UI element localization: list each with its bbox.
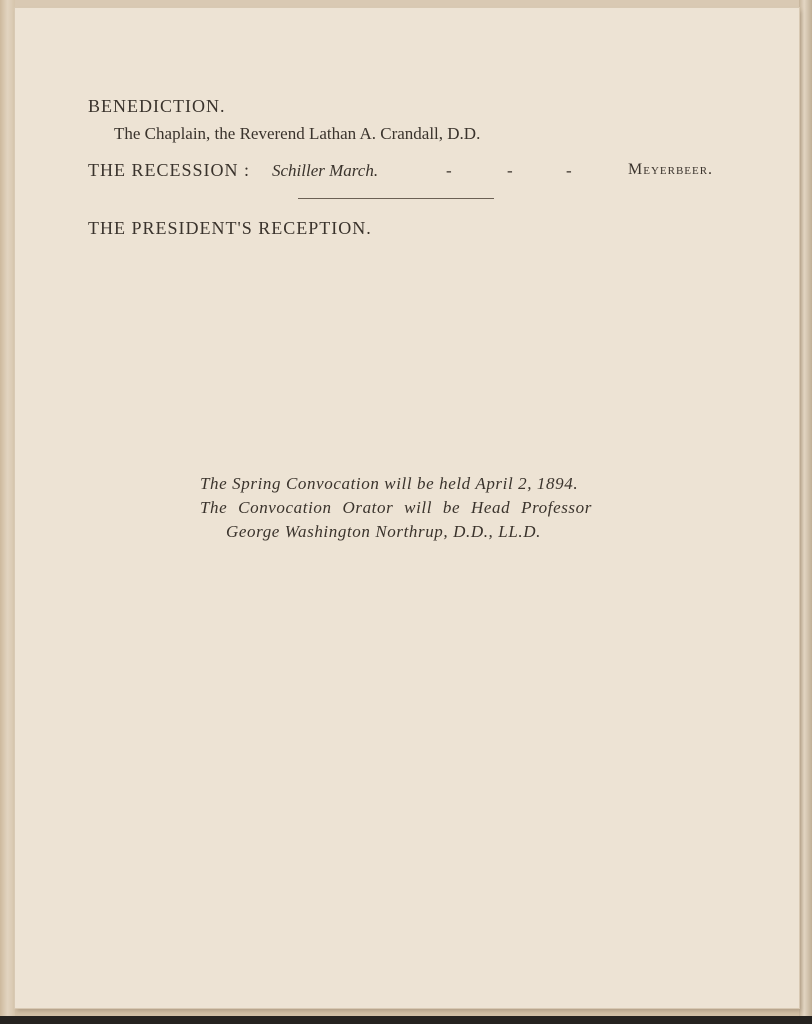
recession-dash-3: - [566, 161, 572, 180]
benediction-heading: BENEDICTION. [88, 96, 226, 116]
benediction-detail: The Chaplain, the Reverend Lathan A. Crandall, D.D. [114, 124, 481, 143]
page-left-edge [0, 0, 15, 1024]
notice-line-1: The Spring Convocation will be held April 2, 1894. [200, 474, 579, 493]
notice-line-2: The Convocation Orator will be Head Professor [200, 498, 592, 517]
recession-dash-2: - [507, 161, 513, 180]
section-divider [298, 198, 494, 199]
recession-heading: THE RECESSION : [88, 160, 251, 180]
reception-heading: THE PRESIDENT'S RECEPTION. [88, 218, 372, 238]
page-right-edge [799, 0, 812, 1024]
recession-dash-1: - [446, 161, 452, 180]
recession-piece: Schiller March. [272, 161, 379, 180]
bottom-shadow [0, 1016, 812, 1024]
recession-composer: Meyerbeer. [628, 161, 714, 178]
notice-line-3: George Washington Northrup, D.D., LL.D. [226, 522, 541, 541]
